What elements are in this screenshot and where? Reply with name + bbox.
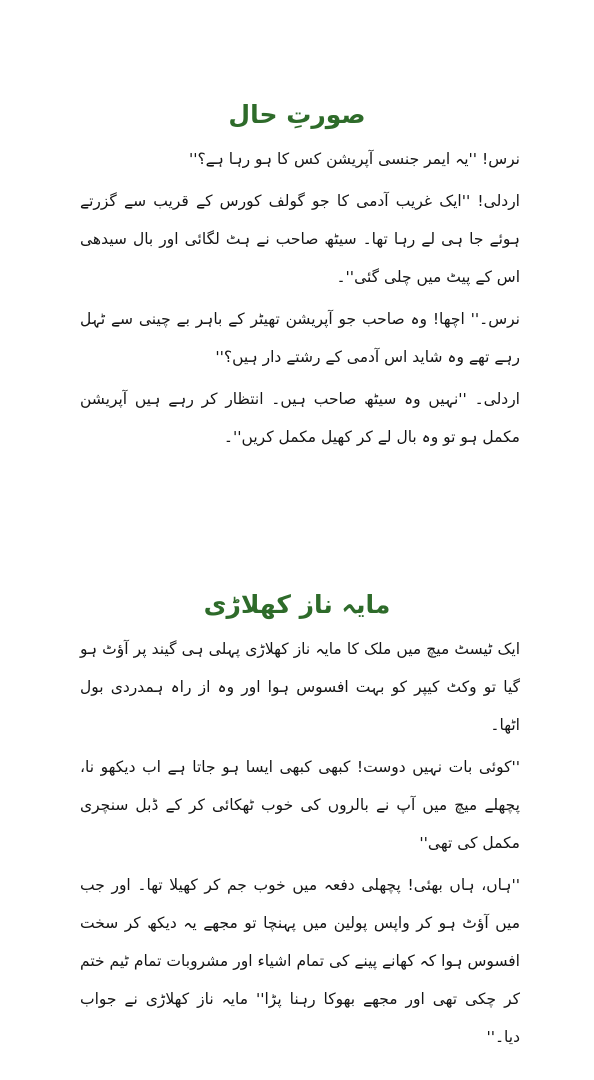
section-surat-e-haal [80, 140, 520, 460]
section-maya-naz-khiladi [80, 630, 520, 1060]
dialogue-paragraph: اردلی۔ ''نہیں وہ سیٹھ صاحب ہیں۔ انتظار کر رہے ہیں آپریشن مکمل ہو تو وہ بال لے کر کھیل مکمل کریں''۔ [80, 390, 520, 446]
dialogue-paragraph: نرس۔'' اچھا! وہ صاحب جو آپریشن تھیٹر کے باہر بے چینی سے ٹہل رہے تھے وہ شاید اس آدمی کے رشتے دار ہیں؟'' [80, 310, 520, 366]
section-title-maya-naz-khiladi: مایہ ناز کھلاڑی [203, 590, 391, 619]
dialogue-paragraph: ''ہاں، ہاں بھئی! پچھلی دفعہ میں خوب جم کر کھیلا تھا۔ اور جب میں آؤٹ ہو کر واپس پولین میں پہنچا تو مجھے یہ دیکھ کر سخت افسوس ہوا کہ کھانے پینے کی تمام اشیاء اور مشروبات تمام ٹیم ختم کر چکی تھی اور مجھے بھوکا رہنا پڑا'' مایہ ناز کھلاڑی نے جواب دیا۔'' [80, 876, 520, 1046]
dialogue-paragraph: اردلی! ''ایک غریب آدمی کا جو گولف کورس کے قریب سے گزرتے ہوئے جا ہی لے رہا تھا۔ سیٹھ صاحب نے ہٹ لگائی اور بال سیدھی اس کے پیٹ میں چلی گئی''۔ [80, 192, 520, 286]
dialogue-paragraph: ''کوئی بات نہیں دوست! کبھی کبھی ایسا ہو جاتا ہے اب دیکھو نا، پچھلے میچ میں آپ نے بالروں کی خوب ٹھکائی کر کے ڈبل سنچری مکمل کی تھی'' [80, 758, 520, 852]
dialogue-paragraph: نرس! ''یہ ایمر جنسی آپریشن کس کا ہو رہا ہے؟'' [188, 150, 520, 168]
story-paragraph: ایک ٹیسٹ میچ میں ملک کا مایہ ناز کھلاڑی پہلی ہی گیند پر آؤٹ ہو گیا تو وکٹ کیپر کو بہت افسوس ہوا اور وہ از راہ ہمدردی بول اٹھا۔ [80, 640, 520, 734]
section-title-surat-e-haal: صورتِ حال [228, 100, 366, 129]
